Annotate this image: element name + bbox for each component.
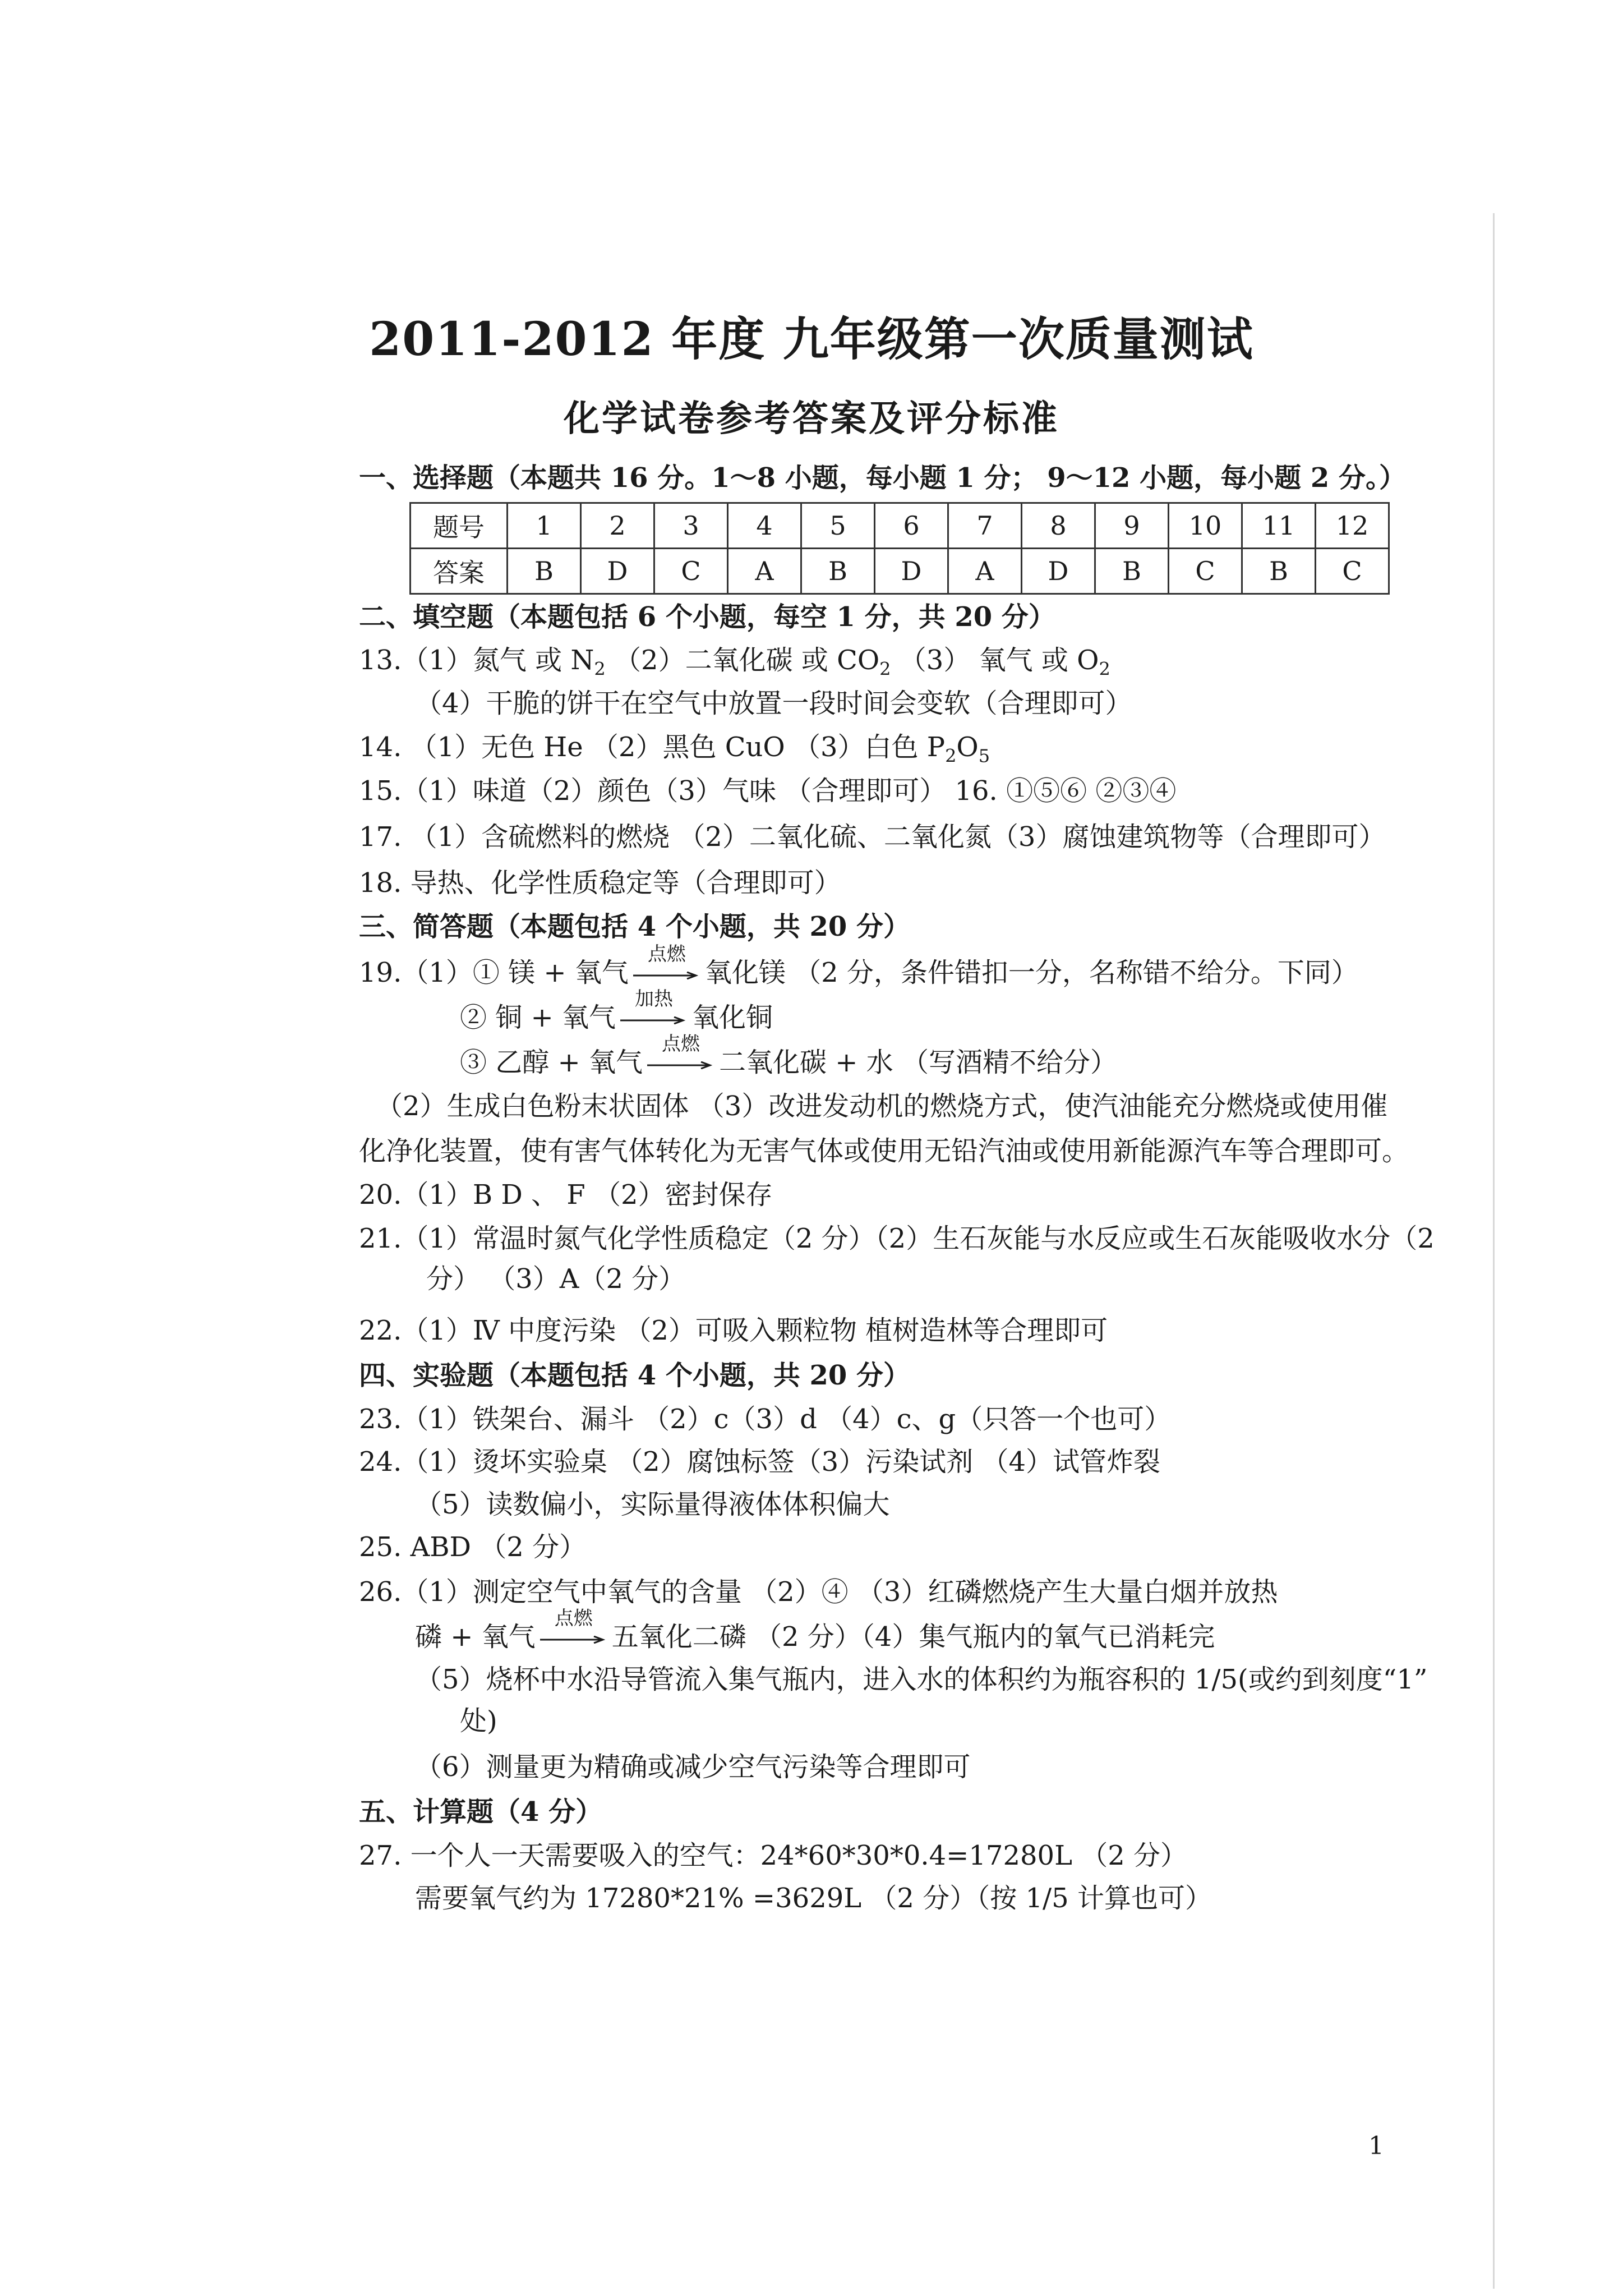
table-cell: 2 (581, 503, 654, 549)
reaction-arrow (540, 1607, 607, 1650)
answer-q13-line2: （4）干脆的饼干在空气中放置一段时间会变软（合理即可） (415, 688, 1132, 719)
answer-q24-line2: （5）读数偏小，实际量得液体体积偏大 (415, 1489, 890, 1520)
section-short-answer-heading: 三、简答题（本题包括 4 个小题，共 20 分） (359, 911, 911, 942)
table-cell: A (728, 549, 801, 594)
answer-q27-line2: 需要氧气约为 17280*21% =3629L （2 分）（按 1/5 计算也可） (415, 1883, 1212, 1914)
arrow-icon (620, 1016, 688, 1024)
row-label-number: 题号 (411, 503, 508, 549)
q19-l1-post: 氧化镁 （2 分，条件错扣一分，名称错不给分。下同） (704, 957, 1358, 988)
answer-q19-line5: 化净化装置，使有害气体转化为无害气体或使用无铅汽油或使用新能源汽车等合理即可。 (359, 1135, 1409, 1167)
section-calculation-heading: 五、计算题（4 分） (359, 1796, 603, 1828)
q13-part2: （2）二氧化碳 或 CO (614, 645, 880, 676)
answer-table (409, 502, 1390, 595)
table-cell: 1 (508, 503, 581, 549)
answer-q21-line2: 分） （3）A（2 分） (426, 1263, 686, 1295)
q14-mid: O (956, 731, 979, 763)
table-cell: D (875, 549, 948, 594)
q14-sub2: 5 (978, 745, 990, 767)
answer-q14 (359, 729, 1548, 774)
answer-q17: 17. （1）含硫燃料的燃烧 （2）二氧化硫、二氧化氮（3）腐蚀建筑物等（合理即可） (359, 821, 1386, 853)
table-row-numbers (411, 503, 1389, 549)
q14-sub1: 2 (945, 745, 957, 767)
q19-l2-post: 氧化铜 (692, 1002, 773, 1033)
answer-q20: 20.（1）B D 、 F （2）密封保存 (359, 1179, 773, 1211)
table-cell: 7 (948, 503, 1022, 549)
q26-l2-post: 五氧化二磷 （2 分）（4）集气瓶内的氧气已消耗完 (611, 1621, 1215, 1653)
q19-l3-pre: ③ 乙醇 + 氧气 (460, 1047, 643, 1078)
table-cell: A (948, 549, 1022, 594)
table-cell: B (1095, 549, 1169, 594)
table-row-answers (411, 549, 1389, 594)
q13-sub3: 2 (1099, 658, 1110, 680)
answer-q24-line1: 24.（1）烫坏实验桌 （2）腐蚀标签（3）污染试剂 （4）试管炸裂 (359, 1446, 1161, 1478)
reaction-condition: 加热 (635, 987, 673, 1010)
q13-part3: （3） 氧气 或 O (899, 645, 1099, 676)
reaction-condition: 点燃 (554, 1607, 593, 1630)
answer-q26-line2 (415, 1607, 1604, 1655)
answer-q19-line2 (460, 987, 1623, 1036)
table-cell: B (1242, 549, 1316, 594)
answer-q25: 25. ABD （2 分） (359, 1531, 587, 1563)
answer-q22: 22.（1）Ⅳ 中度污染 （2）可吸入颗粒物 植树造林等合理即可 (359, 1315, 1108, 1346)
table-cell: C (1169, 549, 1242, 594)
table-cell: C (654, 549, 728, 594)
table-cell: 8 (1022, 503, 1095, 549)
section-experiment-heading: 四、实验题（本题包括 4 个小题，共 20 分） (359, 1360, 911, 1391)
table-cell: C (1316, 549, 1389, 594)
section-choice-heading: 一、选择题（本题共 16 分。1～8 小题，每小题 1 分； 9～12 小题，每小题 2 分。） (359, 462, 1406, 494)
answer-q27-line1: 27. 一个人一天需要吸入的空气：24*60*30*0.4=17280L （2 分） (359, 1840, 1188, 1871)
reaction-condition: 点燃 (662, 1032, 700, 1055)
reaction-arrow (620, 987, 688, 1031)
answer-q19-line4: （2）生成白色粉末状固体 （3）改进发动机的燃烧方式，使汽油能充分燃烧或使用催 (376, 1091, 1388, 1122)
answer-q23: 23.（1）铁架台、漏斗 （2）c（3）d （4）c、g（只答一个也可） (359, 1404, 1172, 1435)
answer-q15-16: 15.（1）味道（2）颜色（3）气味 （合理即可） 16. ①⑤⑥ ②③④ (359, 775, 1177, 807)
arrow-icon (647, 1061, 714, 1069)
page-number: 1 (1368, 2132, 1384, 2160)
table-cell: D (581, 549, 654, 594)
q19-l1-pre: 19.（1）① 镁 + 氧气 (359, 957, 629, 988)
answer-q26-line5: （6）测量更为精确或减少空气污染等合理即可 (415, 1751, 971, 1783)
table-cell: 5 (801, 503, 875, 549)
table-cell: B (801, 549, 875, 594)
table-cell: 11 (1242, 503, 1316, 549)
q13-part1: 13.（1）氮气 或 N (359, 645, 594, 676)
reaction-arrow (633, 942, 700, 986)
answer-q26-line1: 26.（1）测定空气中氧气的含量 （2）④ （3）红磷燃烧产生大量白烟并放热 (359, 1576, 1278, 1608)
row-label-answer: 答案 (411, 549, 508, 594)
answer-q13-line1 (359, 642, 1548, 687)
answer-q21-line1: 21.（1）常温时氮气化学性质稳定（2 分）（2）生石灰能与水反应或生石灰能吸收水分（2 (359, 1223, 1435, 1254)
arrow-icon (540, 1636, 607, 1644)
table-cell: 9 (1095, 503, 1169, 549)
table-cell: D (1022, 549, 1095, 594)
q19-l3-post: 二氧化碳 + 水 （写酒精不给分） (719, 1047, 1117, 1078)
arrow-icon (633, 972, 700, 979)
answer-q19-line3 (460, 1032, 1623, 1080)
reaction-arrow (647, 1032, 714, 1076)
answer-q18: 18. 导热、化学性质稳定等（合理即可） (359, 867, 841, 899)
answer-q26-line3: （5）烧杯中水沿导管流入集气瓶内，进入水的体积约为瓶容积的 1/5(或约到刻度“1” (415, 1664, 1428, 1695)
q19-l2-pre: ② 铜 + 氧气 (460, 1002, 616, 1033)
document-subtitle: 化学试卷参考答案及评分标准 (564, 398, 1059, 440)
q14-text: 14. （1）无色 He （2）黑色 CuO （3）白色 P (359, 731, 946, 763)
table-cell: B (508, 549, 581, 594)
table-cell: 12 (1316, 503, 1389, 549)
table-cell: 10 (1169, 503, 1242, 549)
q13-sub1: 2 (594, 658, 606, 680)
document-title: 2011-2012 年度 九年级第一次质量测试 (369, 312, 1254, 366)
answer-q19-line1 (359, 942, 1548, 991)
answer-q26-line4: 处) (460, 1705, 497, 1737)
section-fill-heading: 二、填空题（本题包括 6 个小题，每空 1 分，共 20 分） (359, 601, 1055, 633)
q26-l2-pre: 磷 + 氧气 (415, 1621, 536, 1653)
table-cell: 4 (728, 503, 801, 549)
table-cell: 6 (875, 503, 948, 549)
table-cell: 3 (654, 503, 728, 549)
q13-sub2: 2 (879, 658, 891, 680)
reaction-condition: 点燃 (647, 942, 686, 965)
